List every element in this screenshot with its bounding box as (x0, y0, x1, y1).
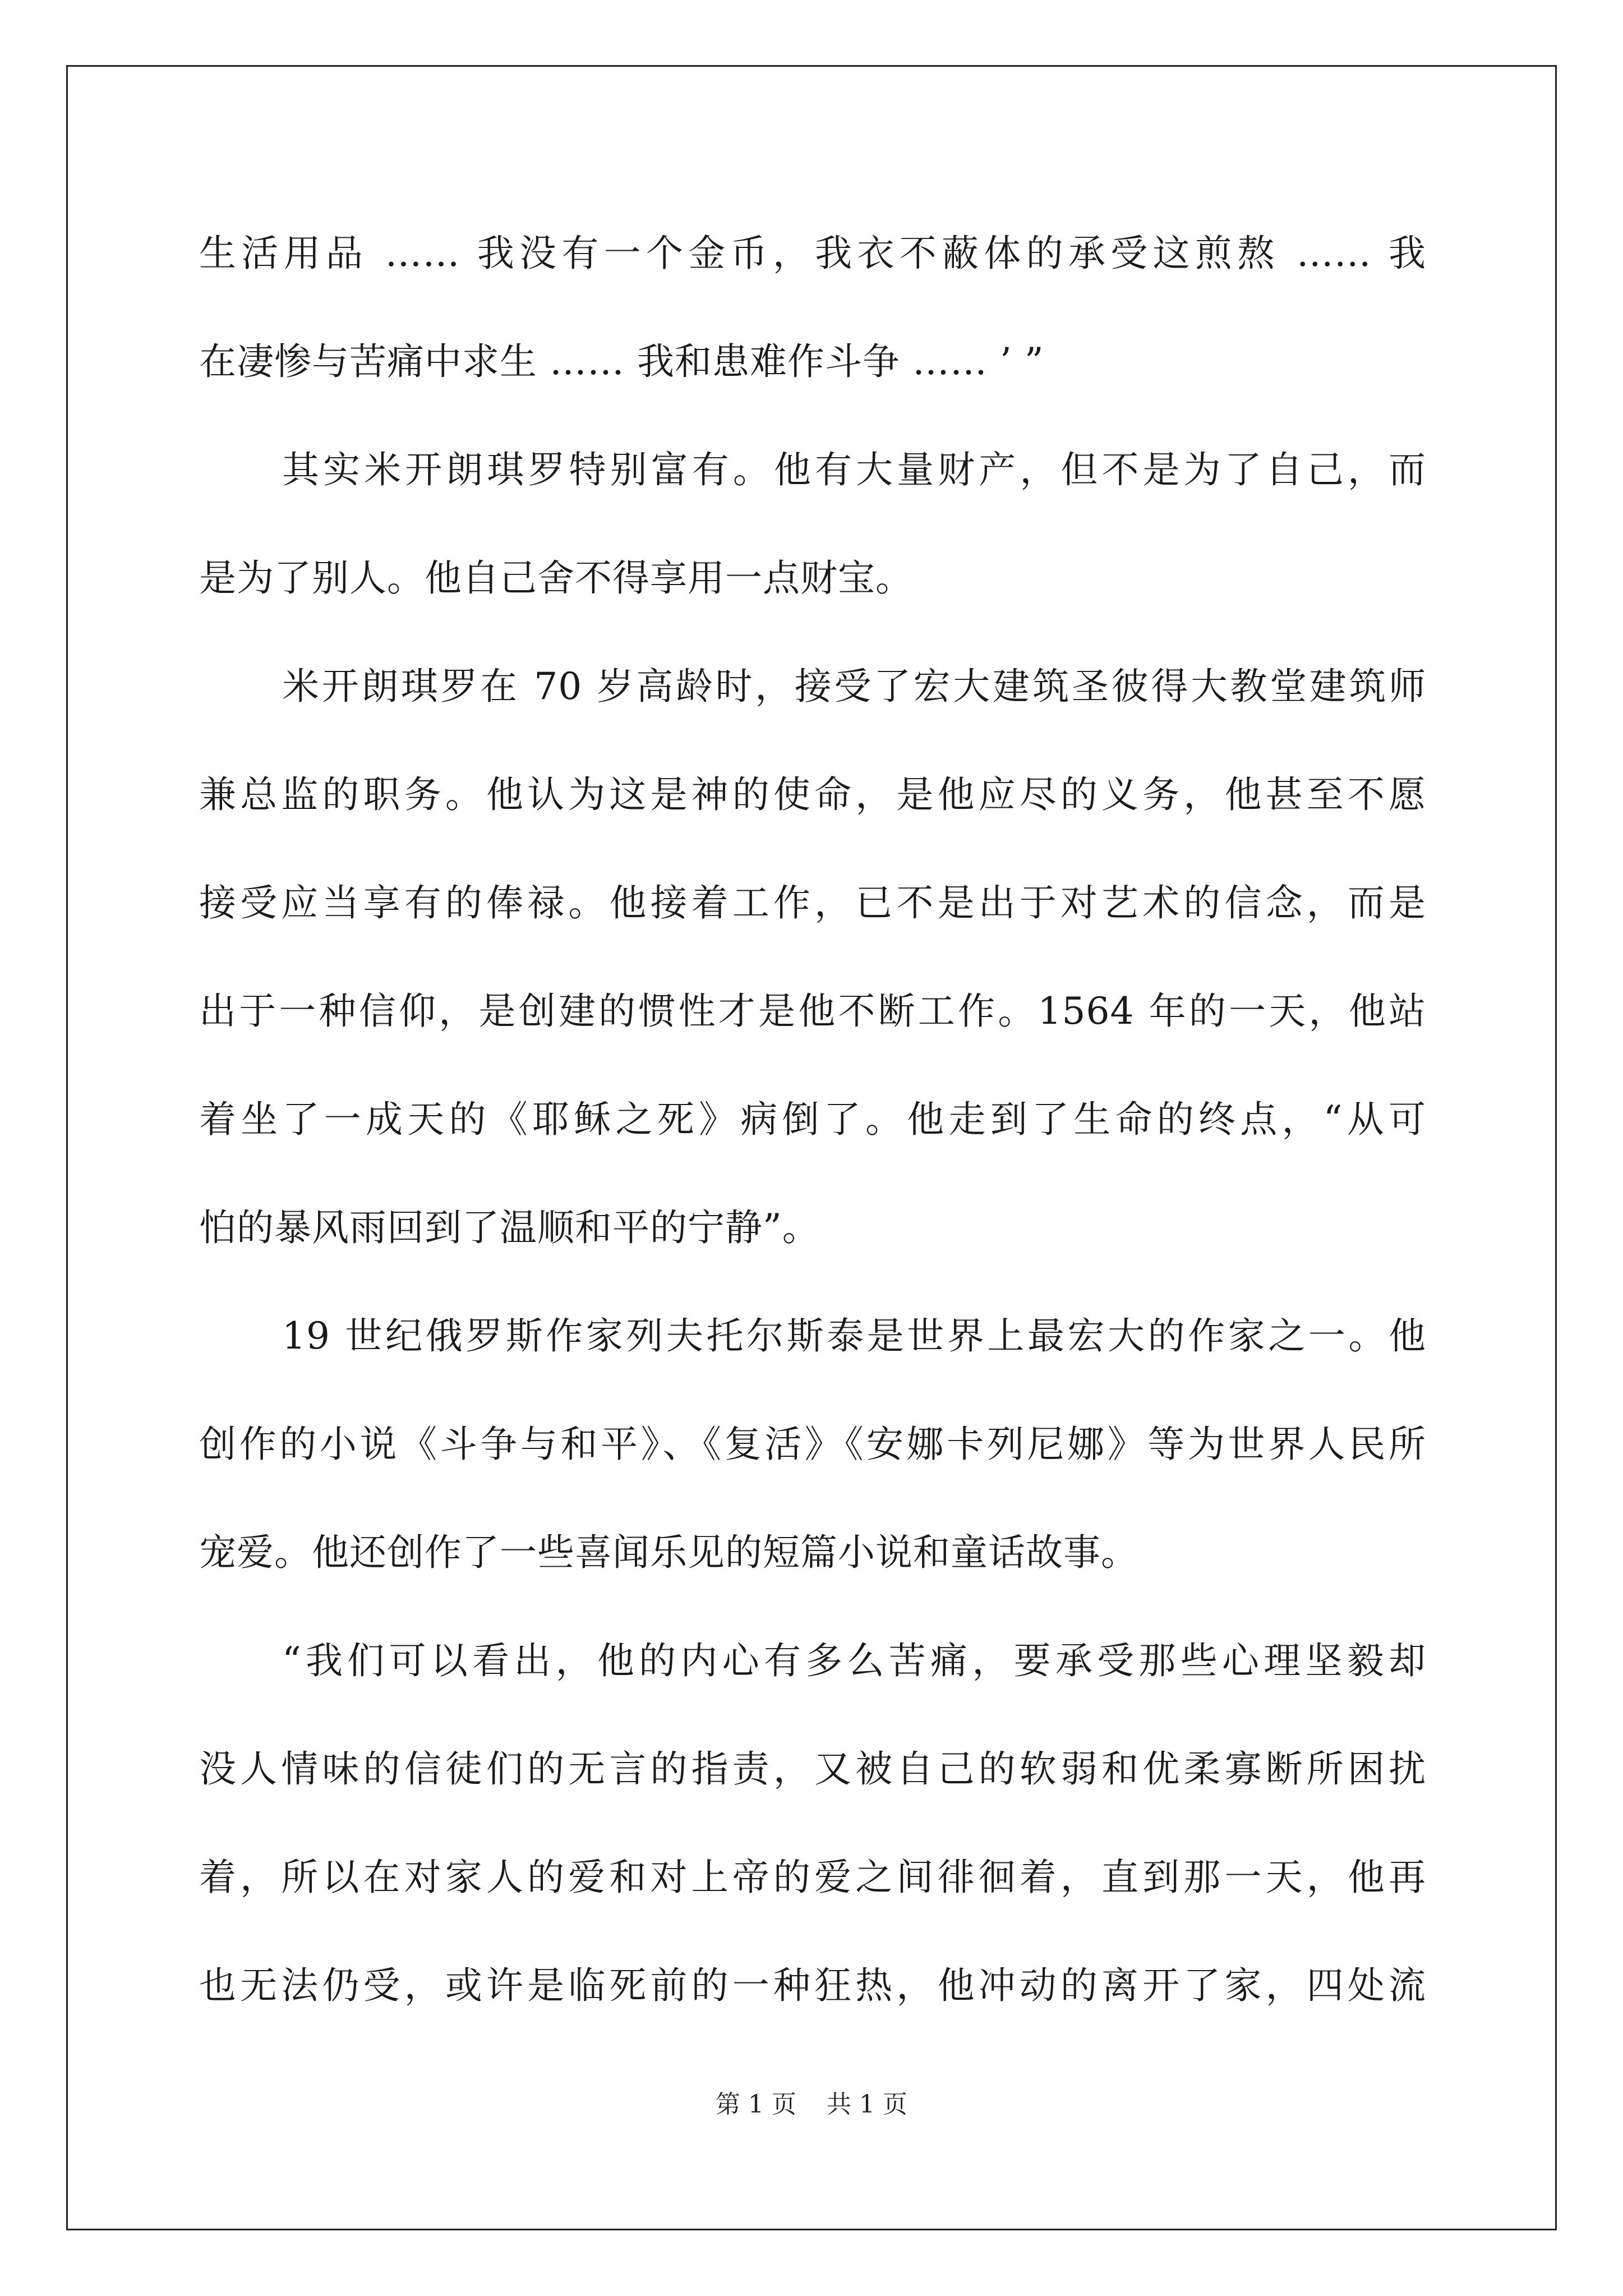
text-line: 着坐了一成天的《耶稣之死》病倒了。他走到了生命的终点，“从可 (199, 1098, 1426, 1141)
text-line: 没人情味的信徒们的无言的指责，又被自己的软弱和优柔寡断所困扰 (199, 1747, 1426, 1791)
text-line: 宠爱。他还创作了一些喜闻乐见的短篇小说和童话故事。 (199, 1531, 1138, 1574)
text-line: 生活用品 …… 我没有一个金币，我衣不蔽体的承受这煎熬 …… 我 (199, 232, 1426, 275)
text-line: 接受应当享有的俸禄。他接着工作，已不是出于对艺术的信念，而是 (199, 881, 1426, 924)
document-body (199, 199, 1426, 2040)
text-line: 也无法仍受，或许是临死前的一种狂热，他冲动的离开了家，四处流 (199, 1964, 1426, 2007)
page-total: 共 1 页 (827, 2090, 907, 2119)
text-line: 怕的暴风雨回到了温顺和平的宁静”。 (199, 1206, 820, 1249)
page-footer (0, 2084, 1623, 2120)
text-line: 是为了别人。他自己舍不得享用一点财宝。 (199, 556, 913, 600)
text-line: 其实米开朗琪罗特别富有。他有大量财产，但不是为了自己，而 (282, 448, 1426, 491)
text-line: 19 世纪俄罗斯作家列夫托尔斯泰是世界上最宏大的作家之一。他 (282, 1314, 1426, 1358)
paragraph-2 (199, 416, 1426, 632)
paragraph-4 (199, 1282, 1426, 1607)
text-line: “我们可以看出，他的内心有多么苦痛，要承受那些心理坚毅却 (282, 1639, 1426, 1682)
paragraph-1 (199, 199, 1426, 416)
text-line: 在凄惨与苦痛中求生 …… 我和患难作斗争 …… ’ ” (199, 340, 1044, 383)
text-line: 着，所以在对家人的爱和对上帝的爱之间徘徊着，直到那一天，他再 (199, 1856, 1426, 1899)
text-line: 米开朗琪罗在 70 岁高龄时，接受了宏大建筑圣彼得大教堂建筑师 (282, 665, 1426, 708)
paragraph-3 (199, 632, 1426, 1282)
text-line: 创作的小说《斗争与和平》、《复活》《安娜卡列尼娜》等为世界人民所 (199, 1423, 1426, 1466)
text-line: 兼总监的职务。他认为这是神的使命，是他应尽的义务，他甚至不愿 (199, 773, 1426, 816)
page-number: 第 1 页 (716, 2090, 796, 2119)
paragraph-5 (199, 1607, 1426, 2040)
text-line: 出于一种信仰，是创建的惯性才是他不断工作。1564 年的一天，他站 (199, 990, 1426, 1033)
